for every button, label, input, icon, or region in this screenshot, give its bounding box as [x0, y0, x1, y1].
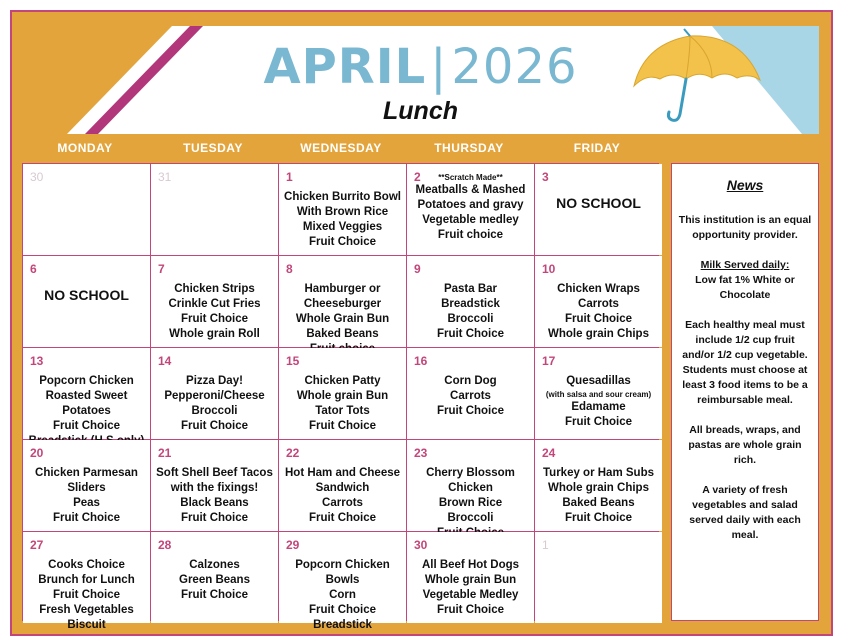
day-header-wednesday: WEDNESDAY [300, 141, 382, 155]
news-vegetables: A variety of fresh vegetables and salad served daily with each meal. [689, 484, 801, 541]
menu-item: Chicken Patty [304, 375, 381, 387]
calendar-day-cell [407, 348, 534, 439]
news-milk-heading: Milk Served daily: [700, 259, 790, 271]
menu-item: Corn [329, 589, 356, 601]
menu-item: Corn Dog [444, 375, 497, 387]
day-number: 6 [30, 262, 37, 276]
menu-items [407, 466, 534, 541]
news-milk-text: Low fat 1% White or Chocolate [695, 274, 795, 301]
menu-items [23, 288, 150, 303]
menu-item: Fruit Choice [436, 604, 505, 616]
news-panel [671, 163, 819, 621]
menu-item: Bowls [325, 574, 360, 586]
menu-items [535, 196, 662, 211]
menu-item: Whole grain Bun [296, 390, 389, 402]
day-number: 20 [30, 446, 44, 460]
menu-item: Whole grain Roll [169, 328, 260, 340]
menu-note: (with salsa and sour cream) [545, 390, 652, 399]
calendar-day-cell [151, 164, 278, 255]
menu-item: Edamame [571, 401, 626, 413]
menu-item: Brunch for Lunch [38, 574, 135, 586]
menu-item: Baked Beans [562, 497, 635, 509]
calendar-day-cell [535, 348, 662, 439]
menu-item: Crinkle Cut Fries [168, 298, 261, 310]
day-header-friday: FRIDAY [573, 141, 621, 155]
day-number: 30 [414, 538, 428, 552]
calendar-day-cell [279, 532, 406, 631]
menu-item: Carrots [578, 298, 619, 310]
menu-item: Fresh Vegetables [39, 604, 134, 616]
day-number: 10 [542, 262, 556, 276]
calendar-day-cell [407, 164, 534, 255]
menu-item: Quesadillas [566, 375, 631, 387]
day-number: 31 [158, 170, 172, 184]
menu-item: Fruit Choice [52, 512, 121, 524]
menu-items [23, 374, 150, 449]
menu-item: Chicken [448, 482, 493, 494]
menu-item: Popcorn Chicken [295, 559, 390, 571]
menu-item: Fruit Choice [52, 589, 121, 601]
menu-item: Tator Tots [315, 405, 370, 417]
menu-item: All Beef Hot Dogs [421, 559, 520, 571]
calendar-header [22, 26, 819, 134]
menu-item: Breadstick [441, 298, 500, 310]
day-header-monday: MONDAY [57, 141, 113, 155]
menu-item: Broccoli [447, 512, 494, 524]
menu-items [535, 374, 662, 430]
menu-item: Fruit Choice [180, 589, 249, 601]
menu-item: Peas [73, 497, 100, 509]
news-title: News [726, 177, 764, 193]
menu-item: Vegetable Medley [422, 589, 519, 601]
menu-items [151, 558, 278, 603]
menu-items [407, 558, 534, 618]
menu-item: Fruit Choice [564, 416, 633, 428]
meal-subtitle: Lunch [383, 97, 458, 125]
news-healthy-meal: Each healthy meal must include 1/2 cup fruit and/or 1/2 cup vegetable. Students must choose at least 3 food items to be a reimbursable meal. [682, 319, 808, 406]
menu-item: Vegetable medley [422, 214, 519, 226]
day-number: 30 [30, 170, 44, 184]
day-number: 2 [414, 170, 421, 184]
day-number: 3 [542, 170, 549, 184]
day-number: 28 [158, 538, 172, 552]
menu-item: with the fixings! [170, 482, 259, 494]
day-header-tuesday: TUESDAY [183, 141, 243, 155]
calendar-day-cell [279, 348, 406, 439]
menu-item: Meatballs & Mashed [415, 184, 526, 196]
menu-item: Pepperoni/Cheese [164, 390, 265, 402]
calendar-grid [22, 163, 659, 631]
calendar-day-cell [535, 256, 662, 347]
menu-item: Carrots [322, 497, 363, 509]
menu-items [535, 466, 662, 526]
calendar-day-cell [23, 348, 150, 439]
menu-item: Biscuit [67, 619, 106, 631]
day-number: 1 [286, 170, 293, 184]
menu-item: Chicken Wraps [557, 283, 640, 295]
menu-item: Fruit Choice [436, 328, 505, 340]
menu-item: With Brown Rice [296, 206, 389, 218]
menu-item: Sandwich [315, 482, 370, 494]
calendar-day-cell [279, 256, 406, 347]
day-header-thursday: THURSDAY [434, 141, 504, 155]
menu-item: Fruit Choice [564, 512, 633, 524]
menu-item: Pasta Bar [443, 283, 498, 295]
menu-items [407, 282, 534, 342]
menu-item: Fruit Choice [180, 313, 249, 325]
menu-item: Cooks Choice [48, 559, 125, 571]
news-milk [678, 258, 812, 303]
calendar-day-cell [151, 256, 278, 347]
menu-item: Fruit Choice [308, 420, 377, 432]
menu-item: Fruit Choice [436, 405, 505, 417]
day-number: 9 [414, 262, 421, 276]
calendar-day-cell [23, 164, 150, 255]
calendar-day-cell [279, 440, 406, 531]
menu-items [279, 190, 406, 250]
menu-item: Potatoes and gravy [417, 199, 524, 211]
menu-item: Brown Rice [438, 497, 503, 509]
menu-item: Whole Grain Bun [295, 313, 390, 325]
menu-item: Black Beans [180, 497, 249, 509]
menu-item: Hamburger or [304, 283, 381, 295]
menu-item: Breadstick [313, 619, 372, 631]
day-number: 15 [286, 354, 300, 368]
menu-item: Turkey or Ham Subs [543, 467, 654, 479]
menu-items [279, 558, 406, 633]
day-number: 24 [542, 446, 556, 460]
news-equal-opportunity: This institution is an equal opportunity provider. [678, 214, 812, 241]
menu-item: Whole grain Chips [548, 328, 649, 340]
calendar-day-cell [151, 532, 278, 623]
menu-item: Potatoes [62, 405, 111, 417]
menu-item: Chicken Burrito Bowl [284, 191, 401, 203]
menu-item: Cherry Blossom [426, 467, 515, 479]
menu-note: **Scratch Made** [438, 173, 503, 182]
calendar-day-cell [151, 440, 278, 531]
menu-item: Green Beans [179, 574, 250, 586]
calendar-day-cell [279, 164, 406, 255]
menu-item: Broccoli [447, 313, 494, 325]
day-number: 16 [414, 354, 428, 368]
news-whole-grain: All breads, wraps, and pastas are whole grain rich. [688, 424, 802, 466]
menu-item: Fruit Choice [308, 512, 377, 524]
menu-item: Whole grain Bun [424, 574, 517, 586]
menu-items [407, 374, 534, 419]
calendar-day-cell [23, 256, 150, 347]
menu-item: Pizza Day! [186, 375, 243, 387]
menu-item: Hot Ham and Cheese [284, 467, 401, 479]
menu-item: Whole grain Chips [548, 482, 649, 494]
menu-item: Fruit choice [437, 229, 504, 241]
menu-item: Fruit Choice [308, 236, 377, 248]
calendar-title [22, 40, 819, 94]
day-number: 27 [30, 538, 44, 552]
menu-item: Fruit Choice [308, 604, 377, 616]
day-number: 8 [286, 262, 293, 276]
menu-item: Fruit Choice [52, 420, 121, 432]
menu-item: NO SCHOOL [556, 195, 641, 211]
menu-item: Baked Beans [306, 328, 379, 340]
menu-item: Chicken Parmesan [35, 467, 138, 479]
calendar-day-cell [23, 440, 150, 531]
menu-items [151, 466, 278, 526]
day-number: 21 [158, 446, 172, 460]
day-number: 23 [414, 446, 428, 460]
menu-item: Fruit Choice [564, 313, 633, 325]
menu-item: Roasted Sweet [45, 390, 128, 402]
title-separator: | [430, 39, 448, 95]
menu-items [279, 374, 406, 434]
menu-item: Fruit Choice [180, 512, 249, 524]
menu-items [279, 282, 406, 357]
menu-item: NO SCHOOL [44, 287, 129, 303]
day-number: 13 [30, 354, 44, 368]
menu-item: Soft Shell Beef Tacos [156, 467, 273, 479]
calendar-day-cell [151, 348, 278, 439]
menu-items [407, 172, 534, 243]
menu-items [535, 282, 662, 342]
calendar-day-cell [23, 532, 150, 631]
menu-item: Chicken Strips [174, 283, 255, 295]
menu-item: Cheeseburger [303, 298, 382, 310]
menu-item: Broccoli [191, 405, 238, 417]
calendar-day-cell [407, 440, 534, 531]
title-month: APRIL [263, 39, 427, 95]
menu-items [151, 282, 278, 342]
calendar-day-cell [535, 164, 662, 255]
menu-item: Mixed Veggies [302, 221, 383, 233]
menu-items [279, 466, 406, 526]
menu-item: Sliders [67, 482, 106, 494]
day-number: 1 [542, 538, 549, 552]
calendar-day-cell [535, 440, 662, 531]
title-year: 2026 [451, 39, 578, 95]
menu-items [151, 374, 278, 434]
menu-item: Fruit Choice [180, 420, 249, 432]
day-number: 29 [286, 538, 300, 552]
menu-items [23, 466, 150, 526]
calendar-day-cell [407, 256, 534, 347]
menu-item: Popcorn Chicken [39, 375, 134, 387]
menu-item: Calzones [189, 559, 240, 571]
day-number: 17 [542, 354, 556, 368]
calendar-day-cell [535, 532, 662, 623]
menu-items [23, 558, 150, 633]
menu-item: Carrots [450, 390, 491, 402]
day-number: 7 [158, 262, 165, 276]
day-number: 22 [286, 446, 300, 460]
day-number: 14 [158, 354, 172, 368]
calendar-day-cell [407, 532, 534, 623]
